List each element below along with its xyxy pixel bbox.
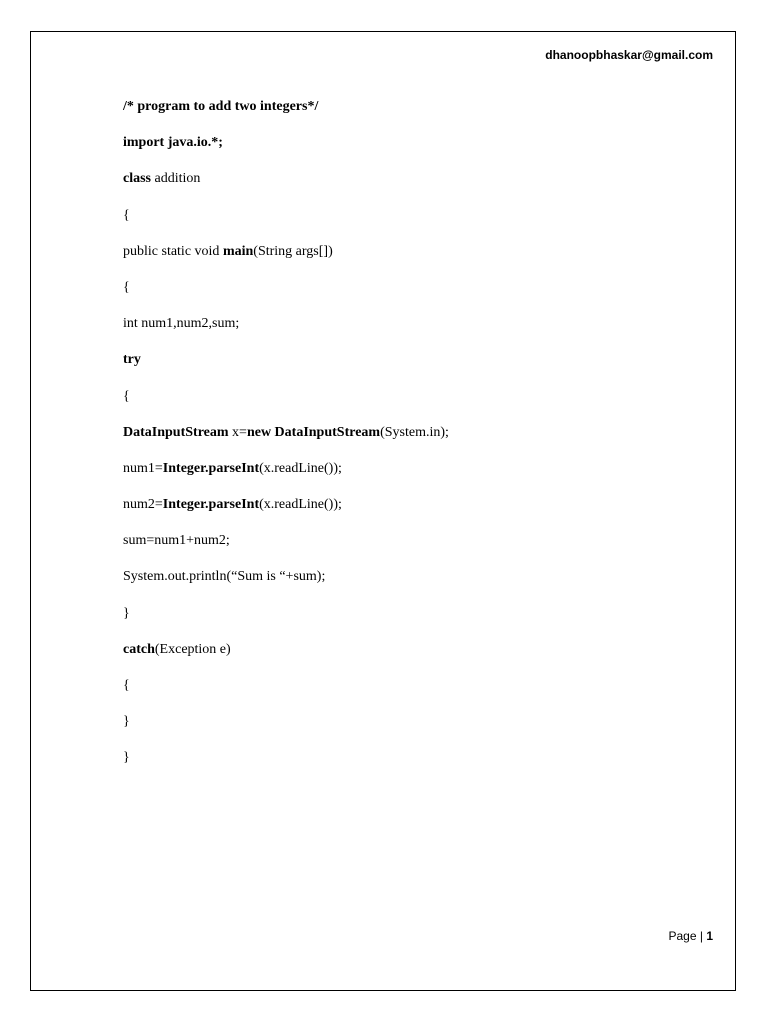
code-text: {	[123, 207, 130, 223]
code-text: num2=	[123, 497, 163, 513]
code-line	[123, 388, 683, 424]
code-listing	[123, 98, 683, 786]
code-text: num1=	[123, 460, 163, 476]
code-line	[123, 351, 683, 387]
code-line	[123, 496, 683, 532]
header-email: dhanoopbhaskar@gmail.com	[545, 48, 713, 62]
code-text: {	[123, 388, 130, 404]
code-text: (x.readLine());	[259, 460, 342, 476]
code-keyword: new DataInputStream	[246, 424, 381, 440]
code-line	[123, 170, 683, 206]
code-line	[123, 605, 683, 641]
code-line	[123, 749, 683, 785]
code-text: {	[123, 678, 130, 693]
code-text: }	[123, 605, 130, 621]
code-text: x=	[228, 424, 247, 440]
page-number: 1	[706, 929, 713, 943]
code-text: public static void	[123, 243, 223, 259]
code-text: }	[123, 714, 130, 730]
code-line	[123, 134, 683, 170]
code-line	[123, 532, 683, 568]
code-line	[123, 460, 683, 496]
code-keyword: main	[222, 243, 254, 259]
code-keyword: class	[123, 171, 151, 187]
code-keyword: catch	[123, 641, 155, 657]
code-keyword: /* program to add two integers*/	[123, 99, 319, 114]
code-text: int num1,num2,sum;	[123, 316, 240, 332]
code-keyword: Integer.parseInt	[162, 497, 260, 513]
code-text: {	[123, 279, 130, 295]
code-keyword: Integer.parseInt	[162, 460, 260, 476]
code-line	[123, 424, 683, 460]
code-text: sum=num1+num2;	[123, 533, 230, 549]
code-text: (System.in);	[380, 424, 449, 440]
code-line	[123, 98, 683, 134]
code-line	[123, 315, 683, 351]
page-label: Page |	[668, 929, 707, 943]
code-text: (Exception e)	[154, 641, 231, 657]
code-line	[123, 207, 683, 243]
code-line	[123, 641, 683, 677]
code-text: (x.readLine());	[259, 497, 342, 513]
code-line	[123, 677, 683, 713]
code-text: addition	[151, 171, 201, 187]
code-line	[123, 243, 683, 279]
code-keyword: DataInputStream	[123, 424, 229, 440]
code-text: }	[123, 750, 130, 766]
code-line	[123, 713, 683, 749]
code-keyword: import java.io.*;	[123, 135, 223, 151]
code-text: System.out.println(“Sum is “+sum);	[123, 569, 326, 585]
page-footer	[669, 929, 714, 943]
code-keyword: try	[123, 352, 141, 368]
code-line	[123, 568, 683, 604]
code-text: (String args[])	[253, 243, 333, 259]
code-line	[123, 279, 683, 315]
